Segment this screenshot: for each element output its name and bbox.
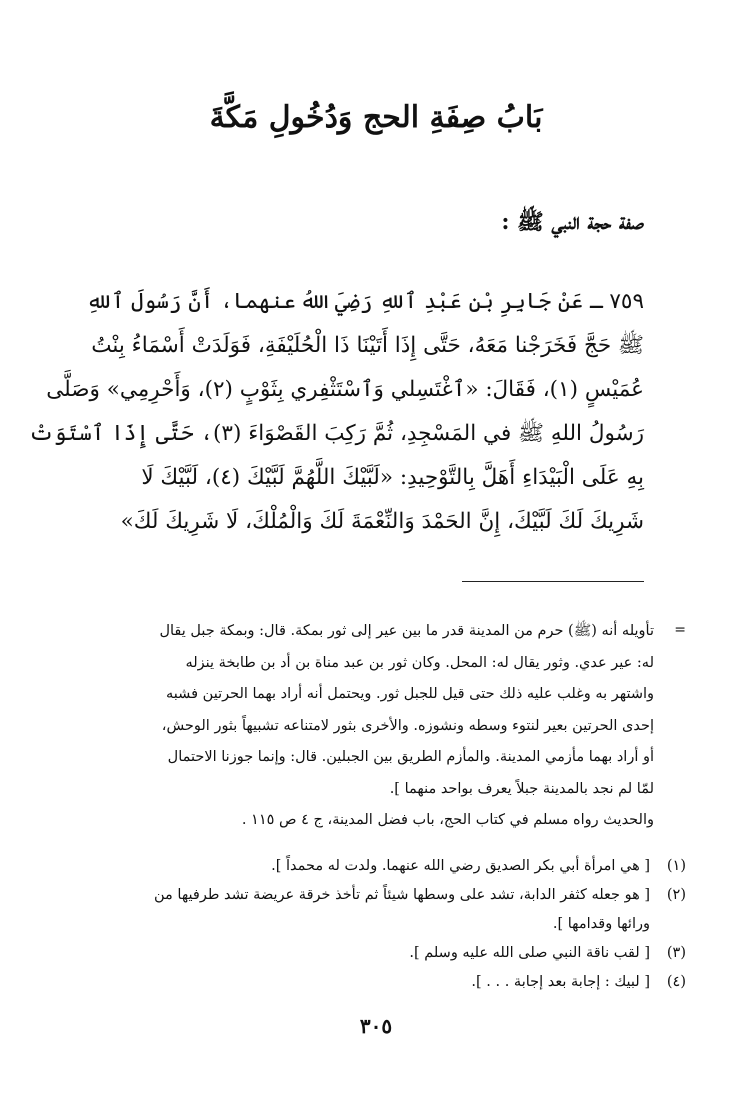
- footnote-number: (١): [666, 858, 686, 874]
- footnote-line: [ هو جعله كثفر الدابة، تشد على وسطها شيئاً ثم تأخذ خرقة عريضة تشد طرفيها من: [154, 887, 650, 903]
- chapter-title: بَابُ صِفَةِ الحج وَدُخُولِ مَكَّةَ: [209, 100, 543, 135]
- note-line: تأويله أنه (ﷺ) حرم من المدينة قدر ما بين عير إلى ثور بمكة. قال: وبمكة جبل يقال: [159, 623, 654, 639]
- note-line: واشتهر به وغلب عليه ذلك حتى قيل للجبل ثور. ويحتمل أنه أراد بهما الحرتين فشبه: [166, 686, 654, 703]
- footnote-number: (٢): [666, 887, 686, 903]
- footnote-number: (٤): [666, 974, 686, 990]
- footnotes: [86, 852, 686, 997]
- footnote-2: [86, 881, 686, 939]
- note-line: له: عير عدي. وثور يقال له: المحل. وكان ثور بن عبد مناة بن أد بن طابخة ينزله: [185, 654, 654, 671]
- note-line: إحدى الحرتين بعير لنتوء وسطه ونشوزه. والأخرى بثور لامتناعه تشبيهاً بثور الوحش،: [161, 717, 654, 734]
- hadith-line: ٧٥٩ ـ عَنْ جَابِرِ بْنِ عَبْدِ ٱللهِ رَضِيَ اللهُ عنهما، أَنَّ رَسُولَ ٱللهِ: [86, 289, 644, 314]
- hadith-line: بِهِ عَلَى الْبَيْدَاءِ أَهَلَّ بِالتَّوْحِيدِ: «لَبَّيْكَ اللَّهُمَّ لَبَّيْكَ (٤)، لَبَّيْكَ لَا: [141, 465, 644, 490]
- continuation-mark: =: [674, 622, 686, 638]
- footnote-line: [ لبيك : إجابة بعد إجابة . . . ].: [471, 974, 650, 990]
- footnote-line: [ لقب ناقة النبي صلى الله عليه وسلم ].: [409, 945, 650, 961]
- footnote-number: (٣): [666, 945, 686, 961]
- continued-note: [106, 616, 654, 806]
- hadith-line: ﷺ حَجَّ فَخَرَجْنا مَعَهُ، حَتَّى إِذَا أَتَيْنَا ذَا الْحُلَيْفَةِ، فَوَلَدَتْ أَسْمَاءُ بِنْتُ: [91, 333, 644, 358]
- hadith-text: [28, 280, 644, 544]
- source-reference: والحديث رواه مسلم في كتاب الحج، باب فضل المدينة، ج ٤ ص ١١٥ .: [241, 812, 654, 828]
- footnote-line: ورائها وقدامها ].: [552, 916, 650, 932]
- section-heading: صفة حجة النبي ﷺ :: [501, 209, 644, 235]
- footnote-text: [86, 852, 650, 881]
- footnote-separator: [462, 581, 644, 582]
- hadith-line: رَسُولُ اللهِ ﷺ في المَسْجِدِ، ثُمَّ رَكِبَ القَصْوَاءَ (٣)، حَتَّى إِذَا ٱسْتَوَتْ: [28, 421, 644, 446]
- page-number: ٣٠٥: [359, 1014, 393, 1038]
- footnote-4: [86, 968, 686, 997]
- footnote-1: [86, 852, 686, 881]
- footnote-text: [86, 968, 650, 997]
- footnote-3: [86, 939, 686, 968]
- hadith-line: عُمَيْسٍ (١)، فَقَالَ: «ٱغْتَسِلي وَٱسْتَثْفِري بِثَوْبٍ (٢)، وَأَحْرِمِي» وَصَلَّى: [46, 377, 644, 402]
- footnote-text: [86, 939, 650, 968]
- footnote-text: [86, 881, 650, 939]
- note-line: أو أراد بهما مأزمي المدينة. والمأزم الطريق بين الجبلين. قال: وإنما جوزنا الاحتمال: [167, 749, 654, 766]
- note-line: لمّا لم نجد بالمدينة جبلاً يعرف بواحد منهما ].: [389, 780, 654, 797]
- hadith-line: شَرِيكَ لَكَ لَبَّيْكَ، إِنَّ الحَمْدَ وَالنِّعْمَةَ لَكَ وَالْمُلْكَ، لَا شَرِيكَ لَكَ»: [120, 509, 644, 534]
- footnote-line: [ هي امرأة أبي بكر الصديق رضي الله عنهما. ولدت له محمداً ].: [271, 858, 650, 874]
